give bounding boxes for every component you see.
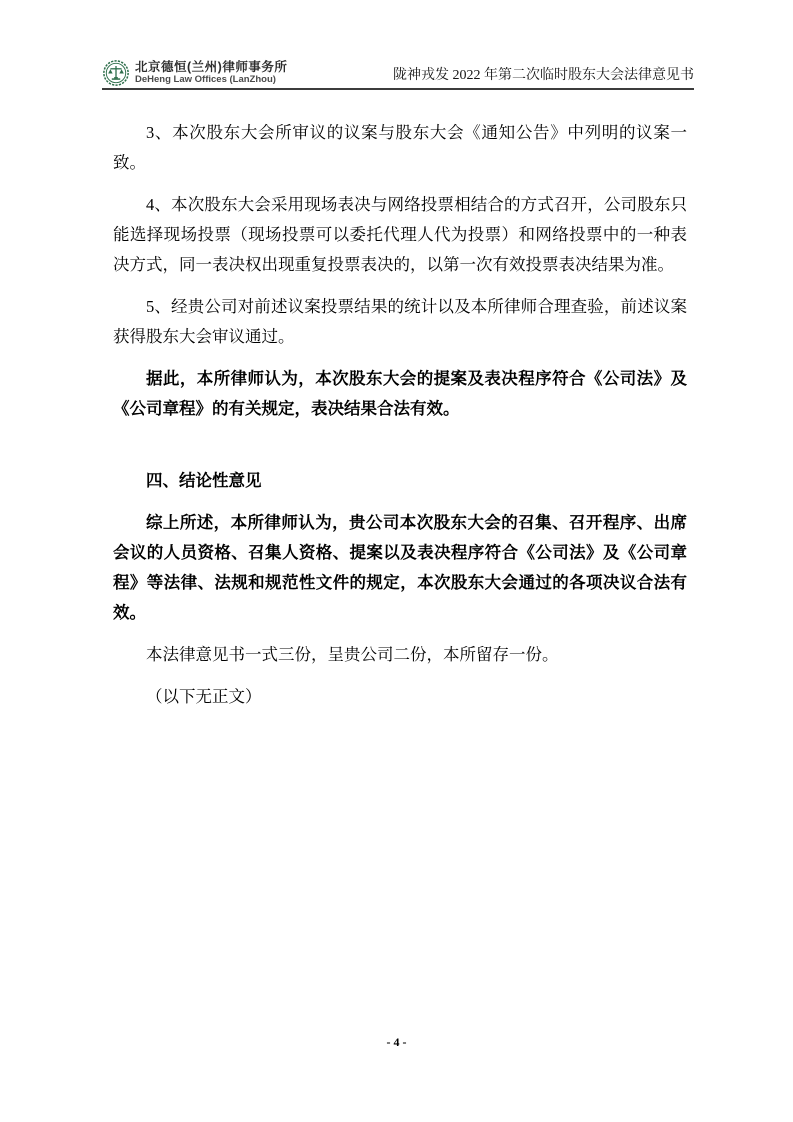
end-of-text-note: （以下无正文）	[146, 687, 262, 706]
header-divider	[102, 88, 694, 90]
copies-note: 本法律意见书一式三份，呈贵公司二份，本所留存一份。	[146, 645, 559, 664]
deheng-law-firm-logo-icon	[102, 59, 130, 87]
firm-name-english: DeHeng Law Offices (LanZhou)	[135, 74, 276, 85]
law-firm-name-block	[135, 60, 287, 86]
summary-opinion-statement: 综上所述，本所律师认为，贵公司本次股东大会的召集、召开程序、出席会议的人员资格、召集人资格、提案以及表决程序符合《公司法》及《公司章程》等法律、法规和规范性文件的规定，本次股东大会通过的各项决议合法有效。	[113, 513, 687, 622]
page-header	[102, 52, 694, 87]
page-footer	[0, 1033, 793, 1051]
firm-name-chinese: 北京德恒(兰州)律师事务所	[135, 60, 288, 74]
body-paragraph-item-5: 5、经贵公司对前述议案投票结果的统计以及本所律师合理查验，前述议案获得股东大会审议通过。	[113, 297, 687, 346]
law-firm-identity	[102, 59, 287, 87]
section-heading-conclusion: 四、结论性意见	[146, 471, 262, 490]
body-paragraph-item-3: 3、本次股东大会所审议的议案与股东大会《通知公告》中列明的议案一致。	[113, 123, 687, 172]
body-paragraph-item-4: 4、本次股东大会采用现场表决与网络投票相结合的方式召开，公司股东只能选择现场投票（现场投票可以委托代理人代为投票）和网络投票中的一种表决方式，同一表决权出现重复投票表决的，以第一次有效投票表决结果为准。	[113, 195, 687, 274]
conclusion-basis-statement: 据此，本所律师认为，本次股东大会的提案及表决程序符合《公司法》及《公司章程》的有关规定，表决结果合法有效。	[113, 369, 687, 418]
document-header-title: 陇神戎发 2022 年第二次临时股东大会法律意见书	[393, 68, 694, 83]
page-number: - 4 -	[386, 1035, 407, 1049]
document-body	[113, 118, 687, 724]
